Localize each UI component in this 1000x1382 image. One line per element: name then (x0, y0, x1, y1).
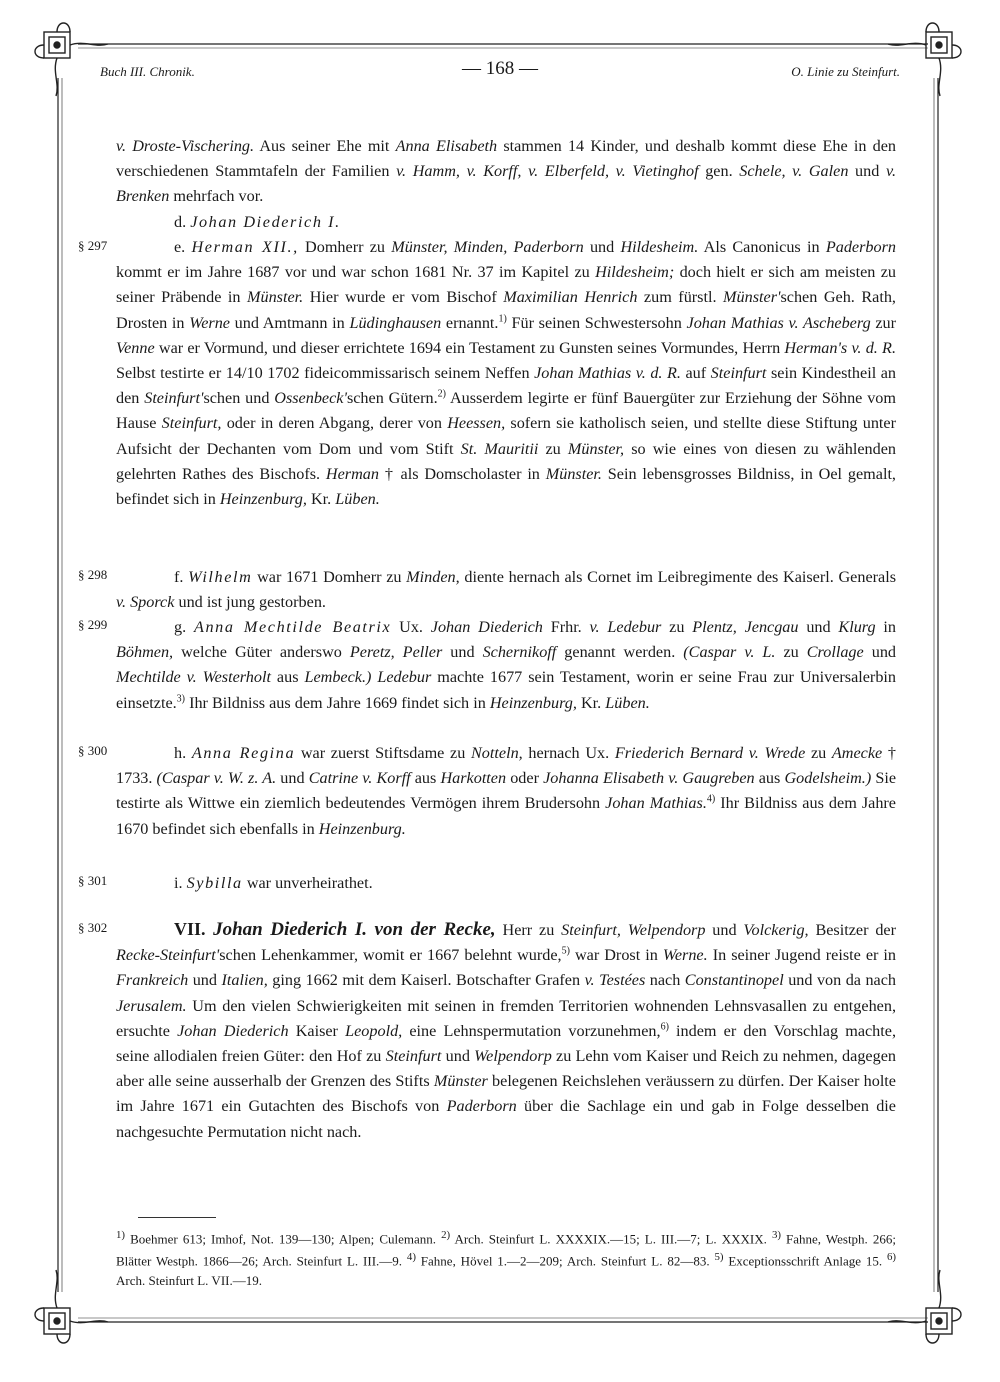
generation-number: VII. (174, 919, 206, 939)
margin-ref-300: § 300 (78, 743, 108, 758)
page-number: — 168 — (462, 58, 538, 79)
margin-ref-299: § 299 (78, 617, 108, 632)
entry-d: d. Johan Diederich I. (174, 212, 341, 231)
margin-ref-302: § 302 (78, 920, 108, 935)
entry-f: f. Wilhelm war 1671 Domherr zu Minden, diente hernach als Cornet im Leibregimente des Kaiserl. Generals v. Sporck und ist jung gestorben. (116, 568, 897, 612)
entry-vii: VII. Johan Diederich I. von der Recke, Herr zu Steinfurt, Welpendorp und Volckerig, Besitzer der Recke-Steinfurt'schen Lehenkammer, womit er 1667 belehnt wurde,$^{5)}$ war Drost in Werne. In seiner Jugend reiste er in Frankreich und Italien, ging 1662 mit dem Kaiserl. Botschafter Grafen v. Testées nach Constantinopel und von da nach Jerusalem. Um den vielen Schwierigkeiten mit seinen in fremden Territorien wohnenden Lehnsvasallen zu entgehen, ersuchte Johan Diederich Kaiser Leopold, eine Lehnspermutation vorzunehmen,$^{6)}$ indem er den Vorschlag machte, seine allodialen freien Güter: den Hof zu Steinfurt und Welpendorp zu Lehn vom Kaiser und Reich zu nehmen, dagegen aber alle seine ausserhalb der Grenzen des Stifts Münster belegenen Reichslehen veräussern zu dürfen. Der Kaiser holte im Jahre 1671 ein Gutachten des Bischofs von Paderborn über die Sachlage ein und gab in Folge desselben die nachgesuchte Permutation nicht nach. (116, 919, 897, 1141)
corner-ornament-bottom-right (888, 1270, 961, 1343)
footnote-marker: 6) (660, 1021, 669, 1033)
header-book-title: Buch III. Chronik. (100, 64, 195, 79)
footnote-marker: 3) (176, 693, 186, 705)
entry-g: g. Anna Mechtilde Beatrix Ux. Johan Diederich Frhr. v. Ledebur zu Plentz, Jencgau und Klurg in Böhmen, welche Güter anderswo Peretz, Peller und Schernikoff genannt werden. (Caspar v. L. zu Crollage und Mechtilde v. Westerholt aus Lembeck.) Ledebur machte 1677 sein Testament, worin er seine Frau zur Universalerbin einsetzte.$^{3)}$ Ihr Bildniss aus dem Jahre 1669 findet sich in Heinzenburg, Kr. Lüben. (116, 618, 897, 712)
person-heading: Johan Diederich I. von der Recke, (205, 919, 496, 940)
footnote-marker: 1) (498, 313, 507, 325)
footnote-marker: 4) (706, 794, 716, 806)
margin-ref-301: § 301 (78, 873, 108, 888)
paragraph-continuation: v. Droste-Vischering. Aus seiner Ehe mit Anna Elisabeth stammen 14 Kinder, und deshalb kommt diese Ehe in den verschiedenen Stammtafeln der Familien v. Hamm, v. Korff, v. Elberfeld, v. Vietinghof gen. Schele, v. Galen und v. Brenken mehrfach vor. (116, 137, 897, 206)
margin-ref-298: § 298 (78, 567, 108, 582)
margin-ref-297: § 297 (78, 238, 108, 253)
footnote-marker: 5) (561, 945, 570, 957)
footnote-divider (138, 1217, 216, 1218)
footnote-marker: 2) (437, 388, 446, 400)
header-section-title: O. Linie zu Steinfurt. (791, 64, 900, 79)
body-text-top (116, 134, 896, 235)
entry-h: h. Anna Regina war zuerst Stiftsdame zu Notteln, hernach Ux. Friederich Bernard v. Wrede zu Amecke † 1733. (Caspar v. W. z. A. und Catrine v. Korff aus Harkotten oder Johanna Elisabeth v. Gaugreben aus Godelsheim.) Sie testirte als Wittwe ein ziemlich bedeutendes Vermögen ihrem Brudersohn Johan Mathias.$^{4)}$ Ihr Bildniss aus dem Jahre 1670 befindet sich ebenfalls in Heinzenburg. (116, 744, 897, 838)
running-header (0, 58, 1000, 98)
entry-i: i. Sybilla war unverheirathet. (174, 874, 373, 892)
corner-ornament-bottom-left (35, 1270, 108, 1343)
entry-e: e. Herman XII., Domherr zu Münster, Minden, Paderborn und Hildesheim. Als Canonicus in Paderborn kommt er im Jahre 1687 vor und war schon 1681 Nr. 37 im Kapitel zu Hildesheim; doch hielt er sich am meisten zu seiner Präbende in Münster. Hier wurde er vom Bischof Maximilian Henrich zum fürstl. Münster'schen Geh. Rath, Drosten in Werne und Amtmann in Lüdinghausen ernannt.$^{1)}$ Für seinen Schwestersohn Johan Mathias v. Ascheberg zur Venne war er Vormund, und dieser errichtete 1694 ein Testament zu Gunsten seines Vormundes, Herrn Herman's v. d. R. Selbst testirte er 14/10 1702 fideicommissarisch seinem Neffen Johan Mathias v. d. R. auf Steinfurt sein Kindestheil an den Steinfurt'schen und Ossenbeck'schen Gütern.$^{2)}$ Ausserdem legirte er fünf Bauergüter zur Erziehung der Söhne vom Hause Steinfurt, oder in deren Abgang, derer von Heessen, sofern sie katholisch seien, und stellte diese Stiftung unter Aufsicht der Dechanten vom Dom und vom Stift St. Mauritii zu Münster, so wie eines von diesen zu wählenden gelehrten Rathes des Bischofs. Herman † als Domscholaster in Münster. Sein lebensgrosses Bildniss, in Oel gemalt, befindet sich in Heinzenburg, Kr. Lüben. (116, 238, 897, 509)
footnotes: $^{1)}$ Boehmer 613; Imhof, Not. 139—130; Alpen; Culemann. $^{2)}$ Arch. Steinfurt L. XXXXIX.—15; L. III.—7; L. XXXIX. $^{3)}$ Fahne, Westph. 266; Blätter Westph. 1866—26; Arch. Steinfurt L. III.—9. $^{4)}$ Fahne, Hövel 1.—2—209; Arch. Steinfurt L. 82—83. $^{5)}$ Exceptionsschrift Anlage 15. $^{6)}$ Arch. Steinfurt L. VII.—19. (116, 1229, 896, 1288)
